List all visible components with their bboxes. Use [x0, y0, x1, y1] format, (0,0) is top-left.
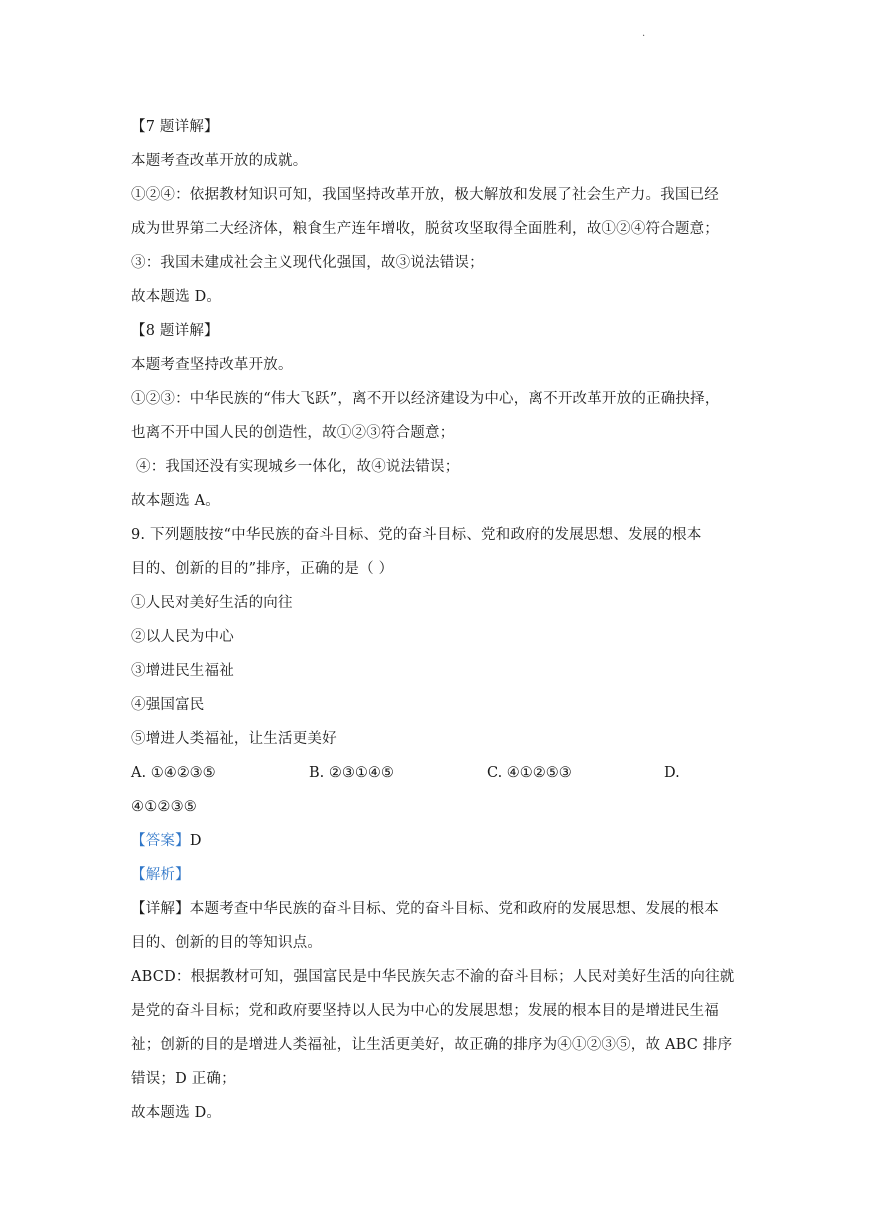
answer-tag: 【答案】 — [131, 833, 190, 849]
option-b: B. ②③①④⑤ — [309, 765, 394, 781]
answer-line — [131, 824, 741, 858]
q9-detail: 目的、创新的目的等知识点。 — [131, 935, 323, 951]
q9-reason: 错误；D 正确； — [131, 1071, 236, 1087]
q9-detail: 【详解】本题考查中华民族的奋斗目标、党的奋斗目标、党和政府的发展思想、发展的根本 — [131, 901, 719, 917]
q7-conclusion: 故本题选 D。 — [131, 289, 222, 305]
q9-options — [131, 756, 741, 790]
q9-reason: 是党的奋斗目标；党和政府要坚持以人民为中心的发展思想；发展的根本目的是增进民生福 — [131, 1003, 719, 1019]
answer-value: D — [189, 833, 202, 849]
q9-item: ①人民对美好生活的向往 — [131, 595, 293, 611]
analysis-tag: 【解析】 — [131, 867, 190, 883]
document-content — [131, 110, 741, 1130]
header-mark: . — [642, 28, 646, 39]
option-a: A. ①④②③⑤ — [131, 765, 216, 781]
q7-topic: 本题考查改革开放的成就。 — [131, 153, 308, 169]
q8-heading: 【8 题详解】 — [131, 323, 219, 339]
q8-analysis-line: 也离不开中国人民的创造性，故①②③符合题意； — [131, 425, 455, 441]
q7-analysis-line: ①②④：依据教材知识可知，我国坚持改革开放，极大解放和发展了社会生产力。我国已经 — [131, 187, 719, 203]
q7-analysis-line: 成为世界第二大经济体，粮食生产连年增收，脱贫攻坚取得全面胜利，故①②④符合题意； — [131, 221, 719, 237]
q8-analysis-line: ④：我国还没有实现城乡一体化，故④说法错误； — [136, 459, 460, 475]
q8-topic: 本题考查坚持改革开放。 — [131, 357, 293, 373]
q8-analysis-line: ①②③：中华民族的“伟大飞跃”，离不开以经济建设为中心，离不开改革开放的正确抉择， — [131, 391, 720, 407]
option-c: C. ④①②⑤③ — [487, 765, 572, 781]
q9-reason: 祉；创新的目的是增进人类福祉，让生活更美好，故正确的排序为④①②③⑤，故 ABC 排序 — [131, 1037, 733, 1053]
q9-conclusion: 故本题选 D。 — [131, 1105, 222, 1121]
q8-conclusion: 故本题选 A。 — [131, 493, 220, 509]
q9-item: ③增进民生福祉 — [131, 663, 234, 679]
q9-item: ②以人民为中心 — [131, 629, 234, 645]
option-d: D. — [664, 765, 680, 781]
q9-stem: 9. 下列题肢按“中华民族的奋斗目标、党的奋斗目标、党和政府的发展思想、发展的根本 — [131, 527, 702, 543]
q9-item: ⑤增进人类福祉，让生活更美好 — [131, 731, 337, 747]
analysis-line — [131, 858, 741, 892]
option-d-value: ④①②③⑤ — [131, 799, 197, 815]
q7-analysis-line: ③：我国未建成社会主义现代化强国，故③说法错误； — [131, 255, 484, 271]
q9-stem: 目的、创新的目的”排序，正确的是（ ） — [131, 561, 394, 577]
q9-reason: ABCD：根据教材可知，强国富民是中华民族矢志不渝的奋斗目标；人民对美好生活的向往就 — [131, 969, 735, 985]
q9-item: ④强国富民 — [131, 697, 205, 713]
q7-heading: 【7 题详解】 — [131, 119, 219, 135]
